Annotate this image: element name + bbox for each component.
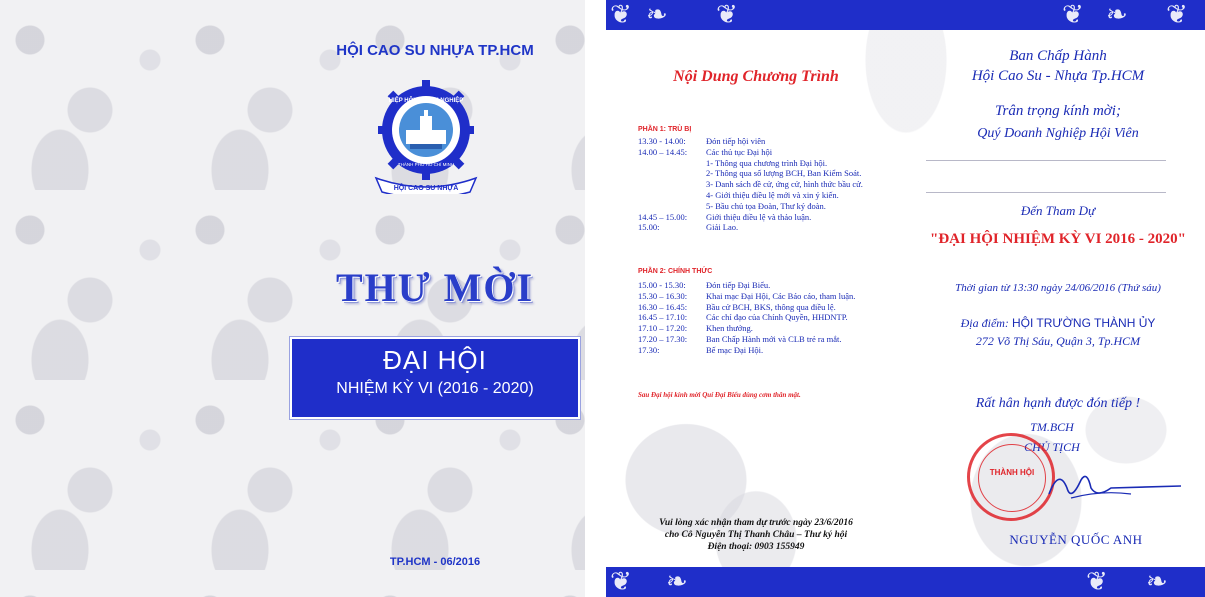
event-name: "ĐẠI HỘI NHIỆM KỲ VI 2016 - 2020" <box>930 231 1186 247</box>
divider <box>926 160 1166 161</box>
dinner-note: Sau Đại hội kính mời Quí Đại Biểu dùng cơm thân mật. <box>638 391 801 399</box>
ornament-icon: ❧ <box>646 0 668 29</box>
cover-org-name: HỘI CAO SU NHỰA TP.HCM <box>336 42 534 59</box>
schedule-row: 1- Thông qua chương trình Đại hội. <box>706 157 828 168</box>
cover-date-line: TP.HCM - 06/2016 <box>389 556 481 568</box>
invitation-cover <box>0 0 585 597</box>
schedule-row: 4- Giới thiệu điều lệ mới và xin ý kiến. <box>706 189 839 200</box>
schedule-row: 16.30 – 16.45: Bầu cử BCH, BKS, thông qua điều lệ. <box>638 301 836 312</box>
schedule-row: 17.10 – 17.20: Khen thưởng. <box>638 323 753 334</box>
signer-name: NGUYỄN QUỐC ANH <box>1009 532 1143 547</box>
logo-side-text: THÀNH PHỐ HỒ CHÍ MINH <box>397 162 455 167</box>
phase1-label: PHẦN 1: TRÙ BỊ <box>638 126 692 133</box>
schedule-row: 13.30 - 14.00: Đón tiếp hội viên <box>638 136 766 146</box>
on-behalf: TM.BCH <box>1030 420 1074 434</box>
schedule-row: 16.45 – 17.10: Các chỉ đạo của Chính Quyền, HHDNTP. <box>638 312 848 323</box>
schedule-row: 15.00: Giải Lao. <box>638 222 739 233</box>
venue-line <box>922 316 1194 331</box>
recipient: Quý Doanh Nghiệp Hội Viên <box>977 126 1139 141</box>
venue-label: Địa điểm: <box>960 316 1009 330</box>
program-title: Nội Dung Chương Trình <box>673 68 839 85</box>
welcome-line: Rất hân hạnh được đón tiếp ! <box>975 396 1141 411</box>
venue-name: HỘI TRƯỜNG THÀNH ỦY <box>1011 316 1156 330</box>
ornament-icon: ❧ <box>1106 0 1128 29</box>
ornament-icon: ❧ <box>1146 567 1168 596</box>
schedule-row: 5- Bầu chủ tọa Đoàn, Thư ký đoàn. <box>706 200 826 211</box>
greeting: Trân trọng kính mời; <box>995 103 1121 119</box>
phase2-label: PHẦN 2: CHÍNH THỨC <box>638 268 713 275</box>
cover-event-box <box>290 337 580 419</box>
rsvp-line-3: Điện thoại: 0903 155949 <box>707 542 805 552</box>
phase2-schedule <box>638 280 908 356</box>
rsvp-line-1: Vui lòng xác nhận tham dự trước ngày 23/6/2016 <box>659 518 853 528</box>
sender-line-1: Ban Chấp Hành <box>1009 48 1107 64</box>
bottom-ornament-band <box>606 567 1205 597</box>
ornament-icon: ❧ <box>666 567 688 596</box>
schedule-row: 2- Thông qua số lượng BCH, Ban Kiểm Soát. <box>706 168 862 179</box>
attend-line: Đến Tham Dự <box>1020 203 1096 218</box>
ornament-icon: ❦ <box>1086 567 1108 596</box>
ornament-icon: ❦ <box>716 0 738 29</box>
schedule-row: 14.00 – 14.45: Các thủ tục Đại hội <box>638 146 773 157</box>
schedule-row: 15.30 – 16.30: Khai mạc Đại Hội, Các Báo cáo, tham luận. <box>638 290 856 301</box>
schedule-row: 15.00 - 15.30: Đón tiếp Đại Biểu. <box>638 280 771 290</box>
schedule-row: 17.20 – 17.30: Ban Chấp Hành mới và CLB trẻ ra mắt. <box>638 333 842 344</box>
rsvp-line-2: cho Cô Nguyễn Thị Thanh Châu – Thư ký hội <box>664 530 848 540</box>
invitation-inner <box>606 0 1205 597</box>
ornament-icon: ❦ <box>1062 0 1084 29</box>
phase1-schedule <box>638 136 908 233</box>
schedule-row: 14.45 – 15.00: Giới thiệu điều lệ và thảo luận. <box>638 211 812 222</box>
stamp-text: THÀNH HỘI <box>989 468 1035 477</box>
ornament-icon: ❦ <box>610 567 632 596</box>
logo-ribbon-text: HỘI CAO SU NHỰA <box>393 185 459 192</box>
schedule-row: 17.30: Bế mạc Đại Hội. <box>638 344 764 355</box>
association-logo <box>370 80 482 194</box>
venue-address: 272 Võ Thị Sáu, Quận 3, Tp.HCM <box>975 334 1141 348</box>
schedule-row: 3- Danh sách đề cử, ứng cử, hình thức bầu cử. <box>706 179 863 190</box>
sender-line-2: Hội Cao Su - Nhựa Tp.HCM <box>971 68 1145 84</box>
logo-top-text: HIỆP HỘI DOANH NGHIỆP <box>388 98 464 104</box>
rsvp-note <box>606 517 906 553</box>
divider <box>926 192 1166 193</box>
cover-box-title: ĐẠI HỘI <box>383 345 487 375</box>
time-line: Thời gian từ 13:30 ngày 24/06/2016 (Thứ sáu) <box>955 282 1161 294</box>
ornament-icon: ❦ <box>1166 0 1188 29</box>
cover-box-subtitle: NHIỆM KỲ VI (2016 - 2020) <box>336 380 534 397</box>
handwritten-signature <box>1041 458 1191 508</box>
signer-position: CHỦ TỊCH <box>1024 440 1080 454</box>
cover-title: THƯ MỜI <box>335 265 535 310</box>
ornament-icon: ❦ <box>610 0 632 29</box>
top-ornament-band <box>606 0 1205 30</box>
